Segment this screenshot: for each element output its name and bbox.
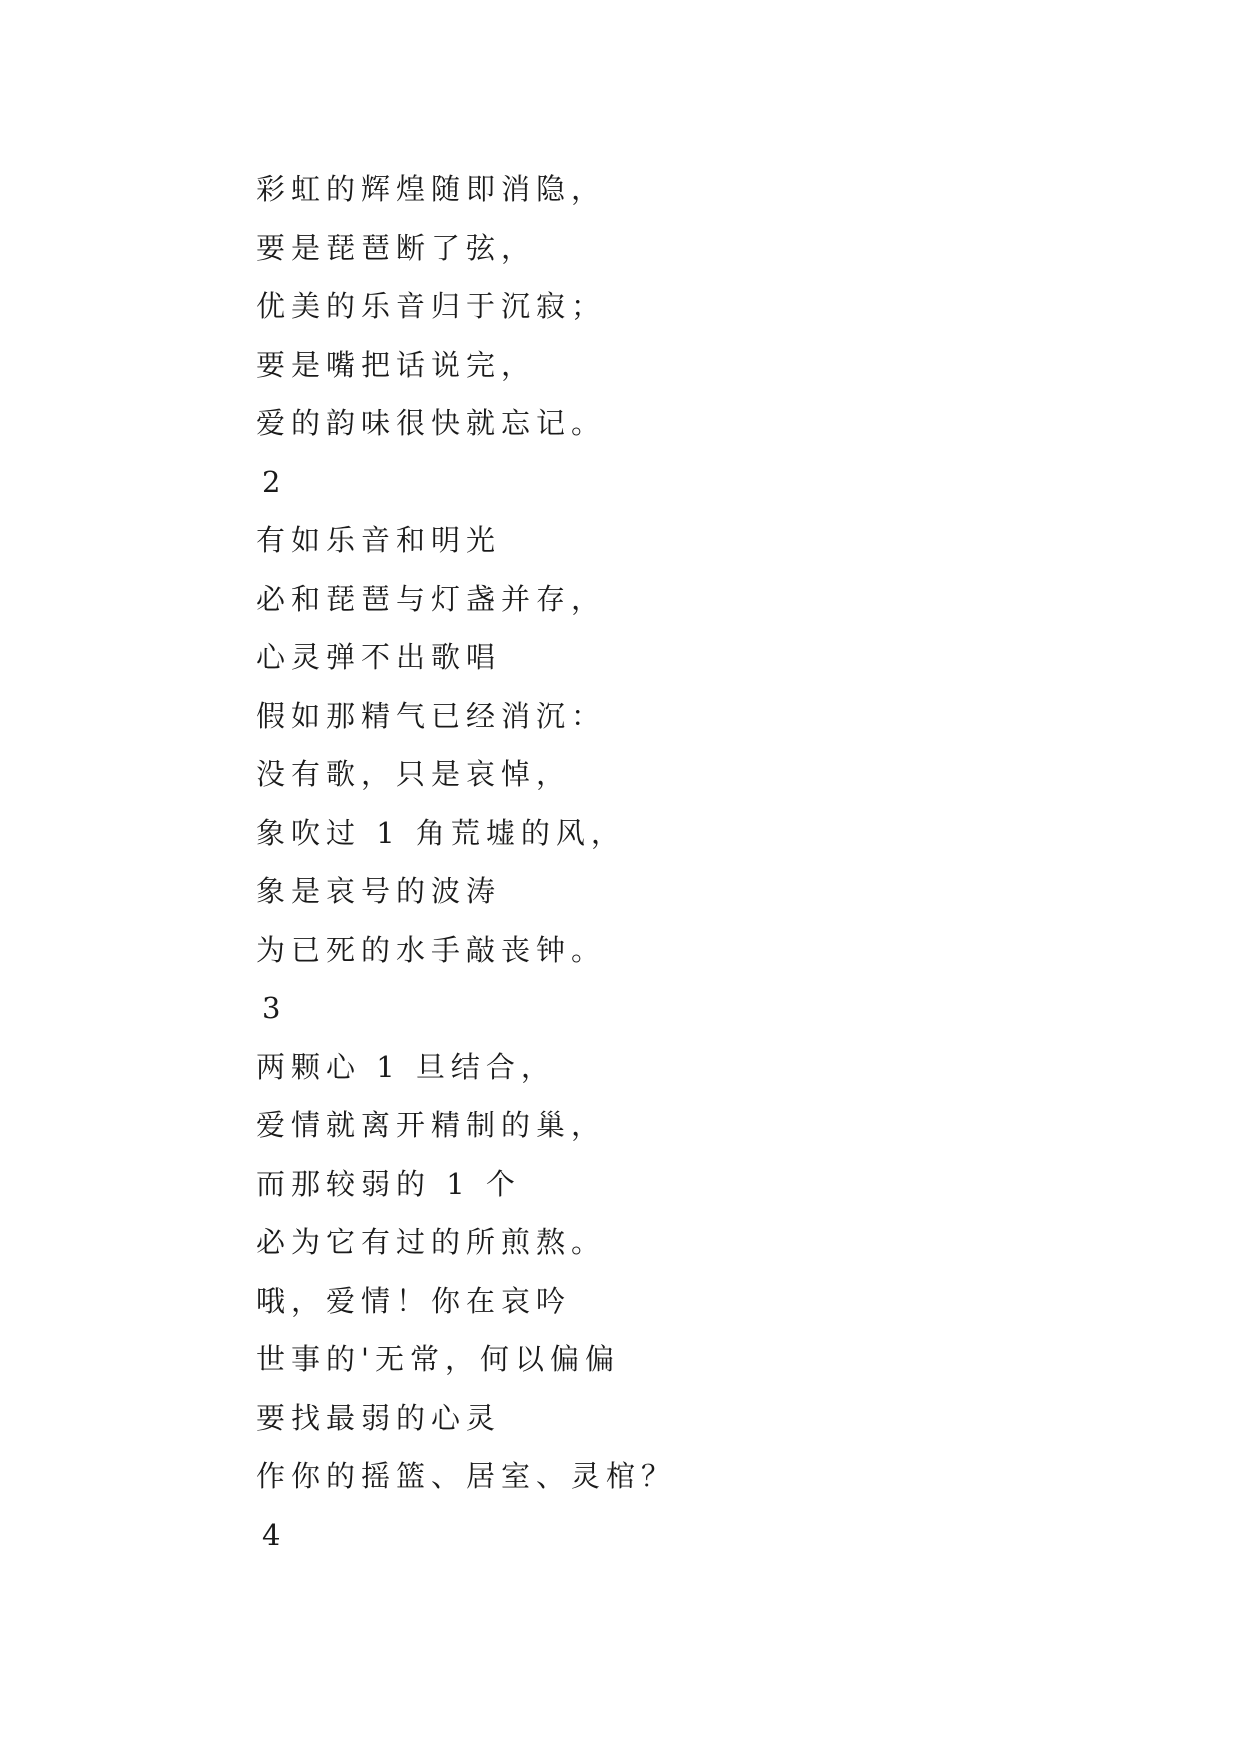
poem-line: 世事的'无常，何以偏偏 — [256, 1342, 620, 1376]
stanza-number: 4 — [262, 1517, 281, 1552]
poem-line: 心灵弹不出歌唱 — [256, 640, 502, 674]
poem-line: 哦，爱情！你在哀吟 — [256, 1283, 572, 1318]
poem-line: 没有歌，只是哀悼， — [256, 757, 572, 791]
stanza-number: 2 — [262, 464, 281, 499]
poem-line: 彩虹的辉煌随即消隐， — [256, 172, 607, 206]
poem-line: 而那较弱的 1 个 — [256, 1166, 521, 1201]
poem-line: 象是哀号的波涛 — [256, 874, 502, 908]
poem-line: 为已死的水手敲丧钟。 — [256, 932, 607, 967]
poem-line: 必为它有过的所煎熬。 — [256, 1225, 607, 1259]
poem-line: 要找最弱的心灵 — [256, 1400, 502, 1435]
poem-line: 作你的摇篮、居室、灵棺？ — [256, 1459, 677, 1493]
poem-line: 爱的韵味很快就忘记。 — [256, 406, 607, 440]
poem-line: 假如那精气已经消沉： — [256, 698, 607, 733]
poem-line: 象吹过 1 角荒墟的风， — [256, 815, 626, 850]
poem-line: 有如乐音和明光 — [256, 523, 502, 557]
poem-line: 要是嘴把话说完， — [256, 347, 537, 382]
poem-text — [256, 160, 676, 1564]
poem-line: 优美的乐音归于沉寂； — [256, 289, 607, 323]
poem-line: 爱情就离开精制的巢， — [256, 1108, 607, 1142]
poem-line: 两颗心 1 旦结合， — [256, 1049, 556, 1084]
poem-line: 必和琵琶与灯盏并存， — [256, 581, 607, 616]
stanza-number: 3 — [262, 991, 281, 1025]
poem-line: 要是琵琶断了弦， — [256, 230, 537, 265]
